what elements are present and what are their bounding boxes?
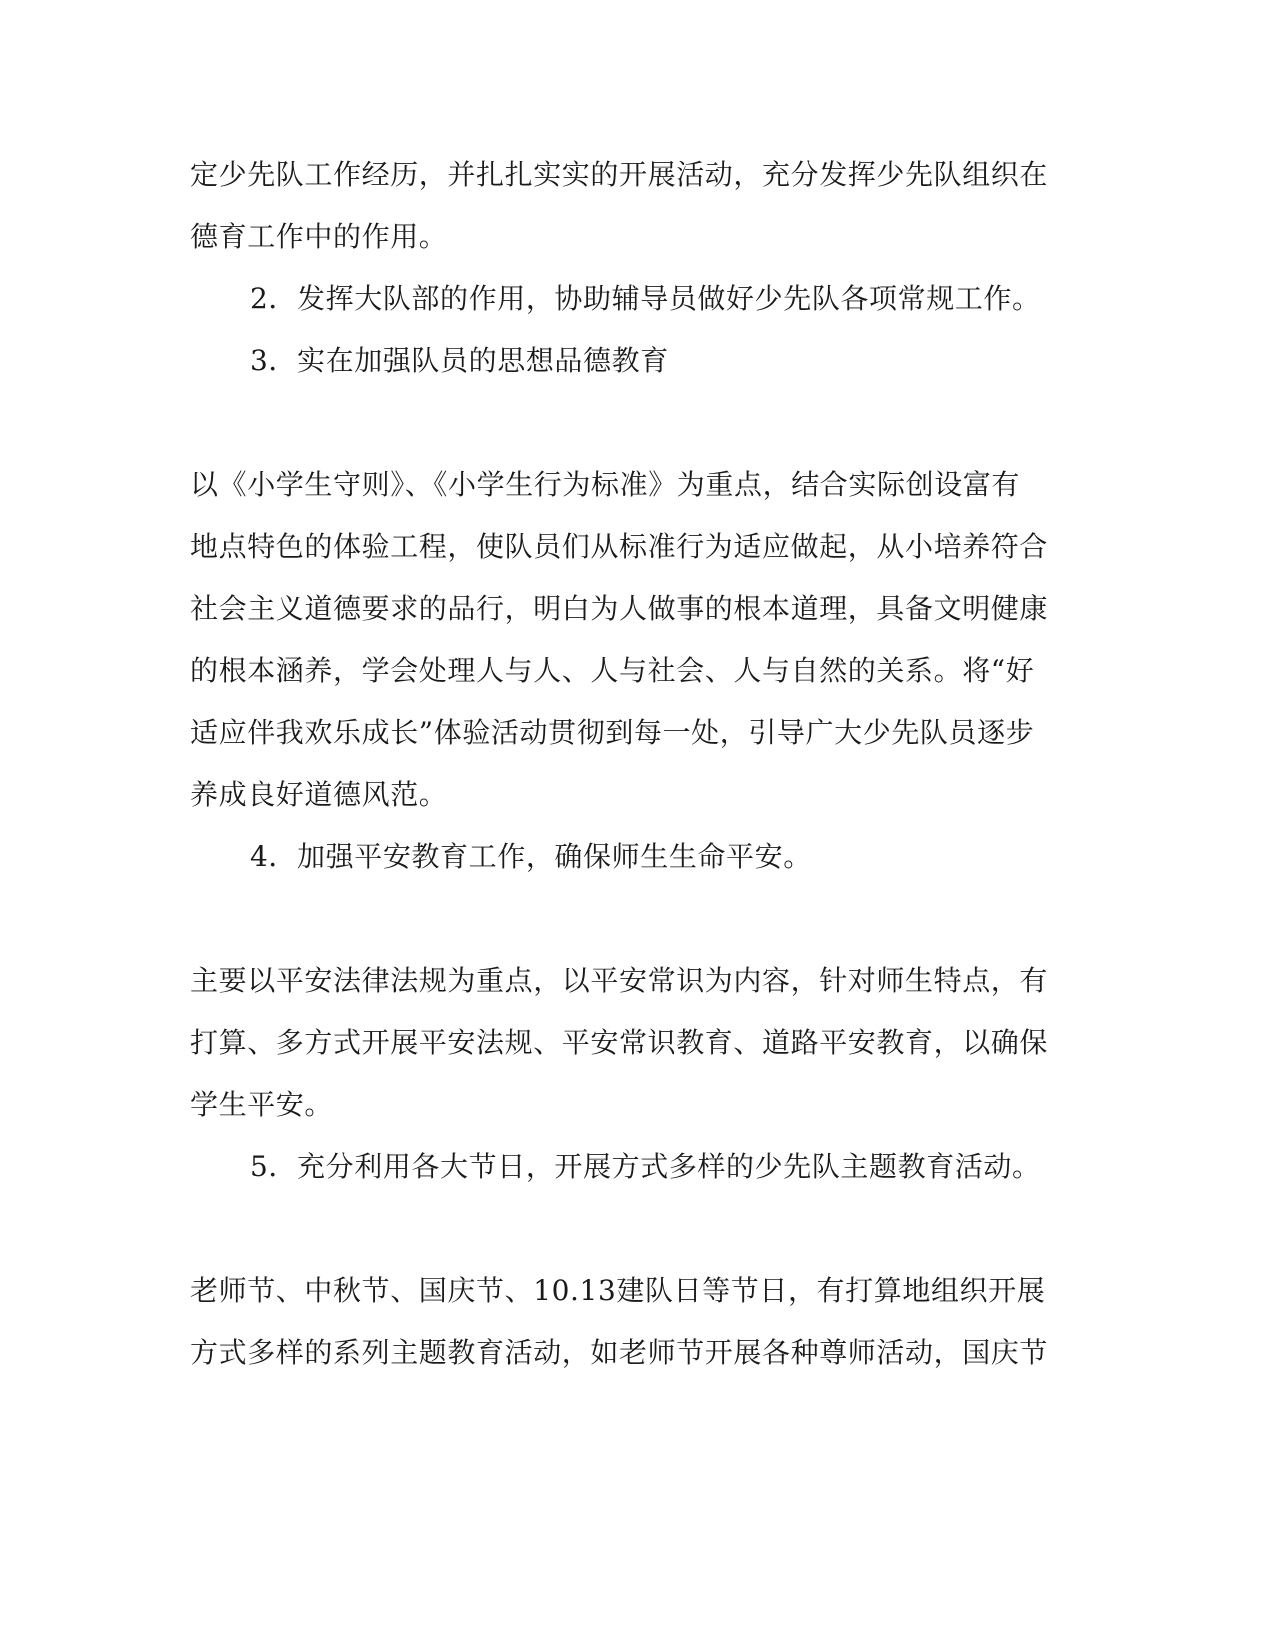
list-item-3: 3．实在加强队员的思想品德教育	[250, 344, 669, 377]
paragraph-line: 地点特色的体验工程，使队员们从标准行为适应做起，从小培养符合	[190, 530, 1049, 563]
paragraph-line: 养成良好道德风范。	[190, 778, 448, 811]
list-item-4: 4．加强平安教育工作，确保师生生命平安。	[250, 840, 812, 873]
list-item-5: 5．充分利用各大节日，开展方式多样的少先队主题教育活动。	[250, 1150, 1041, 1183]
paragraph-line: 打算、多方式开展平安法规、平安常识教育、道路平安教育，以确保	[190, 1026, 1049, 1059]
paragraph-line: 适应伴我欢乐成长”体验活动贯彻到每一处，引导广大少先队员逐步	[190, 716, 1035, 749]
paragraph-line: 定少先队工作经历，并扎扎实实的开展活动，充分发挥少先队组织在	[190, 158, 1049, 191]
paragraph-line: 老师节、中秋节、国庆节、10.13建队日等节日，有打算地组织开展	[190, 1274, 1046, 1307]
paragraph-line: 方式多样的系列主题教育活动，如老师节开展各种尊师活动，国庆节	[190, 1336, 1049, 1369]
paragraph-line: 社会主义道德要求的品行，明白为人做事的根本道理，具备文明健康	[190, 592, 1049, 625]
paragraph-line: 德育工作中的作用。	[190, 220, 448, 253]
paragraph-line: 以《小学生守则》、《小学生行为标准》为重点，结合实际创设富有	[190, 468, 1021, 501]
paragraph-line: 主要以平安法律法规为重点，以平安常识为内容，针对师生特点，有	[190, 964, 1049, 997]
list-item-2: 2．发挥大队部的作用，协助辅导员做好少先队各项常规工作。	[250, 282, 1041, 315]
paragraph-line: 学生平安。	[190, 1088, 334, 1121]
paragraph-line: 的根本涵养，学会处理人与人、人与社会、人与自然的关系。将“好	[190, 654, 1035, 687]
